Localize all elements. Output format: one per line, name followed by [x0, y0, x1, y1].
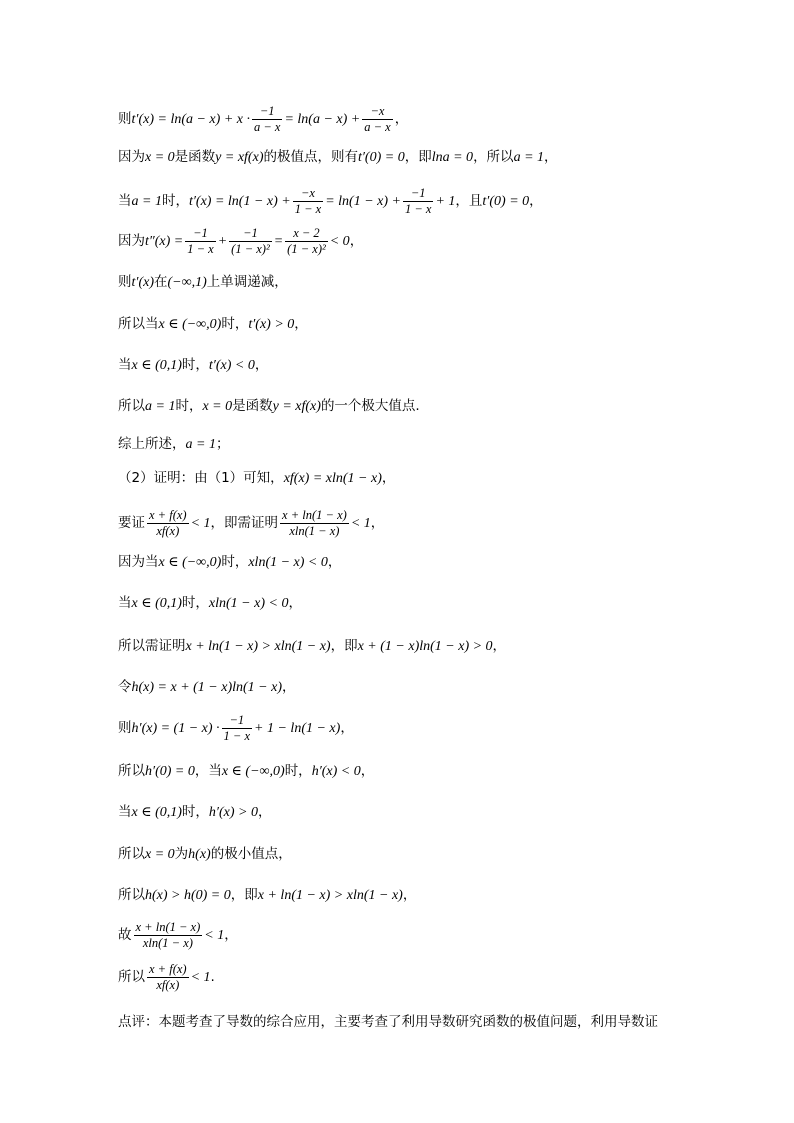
fraction-numerator: −1 [185, 226, 215, 242]
math-expression: + [217, 234, 228, 249]
fraction-numerator: −1 [403, 186, 433, 202]
math-expression: t′(x) > 0 [248, 317, 295, 332]
fraction [285, 226, 328, 257]
solution-line-7 [118, 359, 268, 373]
fraction-denominator: xf(x) [156, 978, 180, 992]
math-expression: + 1 [435, 194, 456, 209]
math-expression: h′(x) < 0 [311, 764, 361, 779]
math-expression: xf(x) = xln(1 − x) [283, 471, 382, 486]
math-expression: xln(1 − x) < 0 [248, 555, 328, 570]
solution-line-13 [118, 597, 302, 611]
math-expression: t′(x) = ln(a − x) + x · [131, 112, 250, 127]
fraction [280, 508, 349, 539]
fraction-denominator: (1 − x)² [231, 242, 270, 256]
text-fragment: 所以当 [118, 316, 159, 332]
text-fragment: ， [288, 595, 302, 611]
text-fragment: ， [402, 887, 417, 903]
solution-line-16 [118, 713, 354, 744]
solution-line-2 [118, 151, 558, 165]
text-fragment: 时， [181, 804, 209, 820]
fraction [185, 226, 215, 257]
text-fragment: 所以 [118, 763, 145, 779]
math-expression: h′(x) > 0 [208, 805, 258, 820]
solution-line-9 [118, 438, 229, 452]
text-fragment: 所以 [118, 969, 145, 985]
math-expression: h′(0) = 0 [145, 764, 195, 779]
math-expression: a = 1 [131, 194, 162, 209]
math-expression: x = 0 [202, 399, 233, 414]
text-fragment: ， [381, 470, 396, 486]
text-fragment: 上单调递减， [206, 274, 288, 290]
fraction-numerator: −x [362, 104, 392, 120]
solution-line-10 [118, 472, 395, 486]
fraction [293, 186, 323, 217]
text-fragment: 所以 [118, 398, 145, 414]
solution-line-22 [118, 962, 215, 993]
text-fragment: 的一个极大值点. [320, 398, 420, 414]
text-fragment: ， [340, 720, 354, 736]
text-fragment: ， [394, 111, 409, 127]
fraction [403, 186, 433, 217]
math-expression: a = 1 [185, 437, 216, 452]
fraction-numerator: x − 2 [285, 226, 328, 242]
text-fragment: （2）证明：由（1）可知， [118, 470, 284, 486]
text-fragment: 所以需证明 [118, 638, 186, 654]
math-expression: < 1 [350, 516, 371, 531]
text-fragment: 要证 [118, 515, 145, 531]
text-fragment: 的极值点，则有 [263, 149, 358, 165]
solution-line-14 [118, 640, 506, 654]
text-fragment: ，当 [194, 763, 222, 779]
text-fragment: ， [370, 515, 385, 531]
fraction-denominator: a − x [364, 120, 391, 134]
text-fragment: 综上所述， [118, 436, 186, 452]
comment-paragraph: 点评：本题考查了导数的综合应用，主要考查了利用导数研究函数的极值问题，利用导数证 [118, 1014, 658, 1030]
math-expression: x + ln(1 − x) > xln(1 − x) [185, 639, 331, 654]
text-fragment: 时， [181, 357, 209, 373]
text-fragment: ， [282, 679, 296, 695]
fraction [147, 962, 189, 993]
solution-line-20 [118, 889, 416, 903]
text-fragment: 则 [118, 111, 132, 127]
math-expression: t′(x) < 0 [208, 358, 255, 373]
math-expression: x ∈ (−∞,0) [158, 317, 222, 332]
text-fragment: ， [349, 233, 364, 249]
text-fragment: ，所以 [473, 149, 514, 165]
math-expression: h(x) = x + (1 − x)ln(1 − x) [131, 680, 283, 695]
solution-line-6 [118, 318, 308, 332]
math-expression: x + ln(1 − x) > xln(1 − x) [257, 888, 403, 903]
math-expression: t′(0) = 0 [357, 150, 405, 165]
text-fragment: ，即需证明 [210, 515, 279, 531]
fraction [252, 104, 282, 135]
fraction-denominator: xln(1 − x) [142, 936, 193, 950]
fraction [222, 713, 252, 744]
text-fragment: 时， [181, 595, 209, 611]
fraction-numerator: x + f(x) [149, 962, 187, 976]
math-expression: xln(1 − x) < 0 [208, 596, 289, 611]
text-fragment: 时， [221, 554, 249, 570]
math-expression: x + (1 − x)ln(1 − x) > 0 [357, 639, 493, 654]
math-expression: x = 0 [145, 847, 175, 862]
fraction-denominator: a − x [253, 120, 281, 134]
text-fragment: 因为当 [118, 554, 159, 570]
math-expression: a = 1 [145, 399, 176, 414]
math-expression: < 1 [204, 928, 225, 943]
text-fragment: 当 [118, 357, 132, 373]
text-fragment: ，即 [404, 149, 432, 165]
math-expression: < 1 [190, 516, 211, 531]
text-fragment: 当 [118, 595, 132, 611]
math-expression: lna = 0 [431, 150, 474, 165]
fraction-numerator: −1 [252, 104, 282, 120]
solution-line-15 [118, 681, 296, 695]
text-fragment: ， [327, 554, 342, 570]
text-fragment: 令 [118, 679, 132, 695]
math-expression: < 1 [190, 970, 211, 985]
fraction-denominator: 1 − x [404, 202, 432, 216]
text-fragment: ， [224, 927, 238, 943]
text-fragment: ， [294, 316, 308, 332]
text-fragment: ， [257, 804, 272, 820]
fraction-denominator: xln(1 − x) [289, 524, 340, 538]
fraction [134, 920, 203, 951]
text-fragment: 时， [221, 316, 249, 332]
fraction [147, 508, 189, 539]
fraction-denominator: 1 − x [187, 242, 214, 256]
math-expression: (−∞,1) [167, 275, 207, 290]
text-fragment: 故 [118, 927, 132, 943]
math-expression: y = xf(x) [215, 150, 264, 165]
solution-line-3 [118, 186, 543, 217]
fraction [362, 104, 392, 135]
math-expression: x = 0 [145, 150, 175, 165]
text-fragment: 是函数 [232, 398, 273, 414]
solution-line-17 [118, 765, 374, 779]
text-fragment: 当 [118, 193, 132, 209]
fraction [229, 226, 272, 257]
text-fragment: 所以 [118, 887, 145, 903]
text-fragment: 因为 [118, 149, 145, 165]
text-fragment: 则 [118, 720, 132, 736]
fraction-numerator: −x [293, 186, 323, 202]
math-expression: x ∈ (−∞,0) [158, 555, 222, 570]
math-expression: < 0 [329, 234, 350, 249]
math-expression: h(x) > h(0) = 0 [145, 888, 231, 903]
text-fragment: 时， [175, 398, 203, 414]
text-fragment: 则 [118, 274, 132, 290]
math-expression: x ∈ (0,1) [131, 358, 182, 373]
solution-line-19 [118, 848, 292, 862]
fraction-denominator: 1 − x [223, 729, 251, 743]
text-fragment: 因为 [118, 233, 145, 249]
math-expression: h(x) [188, 847, 211, 862]
math-expression: t″(x) = [145, 234, 184, 249]
text-fragment: 是函数 [174, 149, 216, 165]
text-fragment: 当 [118, 804, 132, 820]
solution-line-18 [118, 806, 271, 820]
fraction-numerator: x + f(x) [149, 508, 187, 522]
fraction-denominator: (1 − x)² [287, 242, 326, 256]
fraction-numerator: −1 [222, 713, 252, 729]
text-fragment: 所以 [118, 846, 145, 862]
text-fragment: 在 [154, 274, 168, 290]
math-expression: x ∈ (0,1) [131, 596, 182, 611]
fraction-numerator: x + ln(1 − x) [135, 920, 201, 934]
text-fragment: ，即 [230, 887, 258, 903]
solution-line-1 [118, 104, 408, 135]
math-expression: = [273, 234, 284, 249]
solution-line-4 [118, 226, 363, 257]
math-expression: x ∈ (−∞,0) [221, 764, 285, 779]
solution-line-12 [118, 556, 341, 570]
math-expression: + 1 − ln(1 − x) [254, 721, 341, 736]
math-expression: x ∈ (0,1) [131, 805, 182, 820]
text-fragment: ， [529, 193, 543, 209]
solution-line-21 [118, 920, 238, 951]
text-fragment: 时， [284, 763, 312, 779]
text-fragment: ， [360, 763, 375, 779]
math-expression: y = xf(x) [272, 399, 321, 414]
text-fragment: ， [544, 149, 558, 165]
fraction-denominator: 1 − x [294, 202, 322, 216]
text-fragment: 的极小值点， [210, 846, 292, 862]
text-fragment: ， [492, 638, 507, 654]
fraction-denominator: xf(x) [156, 524, 180, 538]
text-fragment: ，且 [455, 193, 483, 209]
solution-line-11 [118, 508, 384, 539]
text-fragment: 为 [174, 846, 189, 862]
math-expression: = ln(a − x) + [284, 112, 361, 127]
math-expression: t′(x) = ln(1 − x) + [188, 194, 291, 209]
text-fragment: ； [215, 436, 230, 452]
text-fragment: ，即 [330, 638, 358, 654]
solution-line-5 [118, 276, 288, 290]
math-expression: = ln(1 − x) + [325, 194, 401, 209]
text-fragment: ， [254, 357, 269, 373]
text-fragment: 时， [161, 193, 189, 209]
fraction-numerator: x + ln(1 − x) [282, 508, 347, 522]
fraction-numerator: −1 [229, 226, 272, 242]
math-expression: t′(x) [131, 275, 154, 290]
math-expression: h′(x) = (1 − x) · [131, 721, 220, 736]
solution-line-8 [118, 400, 420, 414]
math-expression: t′(0) = 0 [482, 194, 530, 209]
math-expression: a = 1 [513, 150, 545, 165]
text-fragment: . [210, 969, 215, 985]
